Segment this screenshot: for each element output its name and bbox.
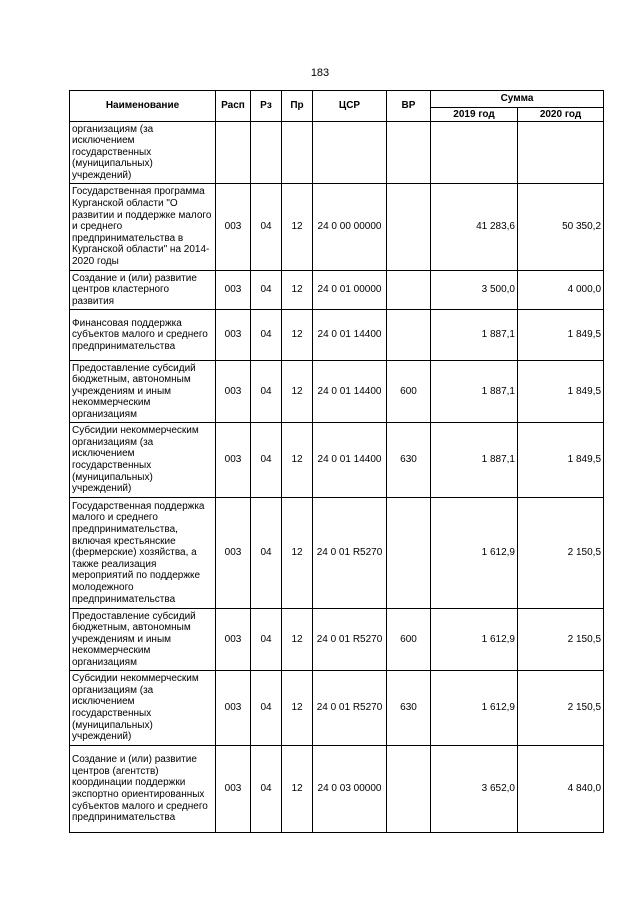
- row-rasp: 003: [216, 271, 251, 310]
- table-row: [70, 361, 604, 423]
- table-row: [70, 271, 604, 310]
- row-rz: 04: [251, 271, 282, 310]
- row-vr: [387, 498, 431, 609]
- row-rasp: 003: [216, 184, 251, 271]
- row-pr: 12: [282, 746, 313, 833]
- header-vr: ВР: [387, 91, 431, 122]
- row-sum-2019: 41 283,6: [431, 184, 518, 271]
- row-csr: 24 0 01 R5270: [313, 609, 387, 671]
- row-sum-2020: 2 150,5: [518, 498, 604, 609]
- row-name: Предоставление субсидий бюджетным, автономным учреждениям и иным некоммерческим организациям: [70, 361, 216, 423]
- table-row: [70, 671, 604, 746]
- row-rasp: 003: [216, 423, 251, 498]
- header-name: Наименование: [70, 91, 216, 122]
- row-rz: 04: [251, 184, 282, 271]
- row-sum-2020: 2 150,5: [518, 671, 604, 746]
- header-year-2019: 2019 год: [431, 108, 518, 122]
- row-sum-2019: [431, 122, 518, 184]
- row-rz: 04: [251, 498, 282, 609]
- budget-table: [69, 90, 604, 833]
- row-csr: 24 0 03 00000: [313, 746, 387, 833]
- row-sum-2020: 4 000,0: [518, 271, 604, 310]
- row-name: Субсидии некоммерческим организациям (за исключением государственных (муниципальных) учреждений): [70, 671, 216, 746]
- row-sum-2019: 1 887,1: [431, 423, 518, 498]
- table-row: [70, 609, 604, 671]
- row-name: Государственная поддержка малого и среднего предпринимательства, включая крестьянские (фермерские) хозяйства, а также реализация мероприятий по поддержке молодежного предпринимательства: [70, 498, 216, 609]
- row-csr: 24 0 01 14400: [313, 361, 387, 423]
- row-sum-2020: 50 350,2: [518, 184, 604, 271]
- row-pr: 12: [282, 498, 313, 609]
- row-pr: 12: [282, 361, 313, 423]
- row-rasp: 003: [216, 361, 251, 423]
- table-row: [70, 423, 604, 498]
- row-rasp: 003: [216, 746, 251, 833]
- row-rz: 04: [251, 671, 282, 746]
- row-rasp: 003: [216, 671, 251, 746]
- row-vr: 630: [387, 423, 431, 498]
- row-sum-2020: [518, 122, 604, 184]
- header-sum: Сумма: [431, 91, 604, 108]
- table-row: [70, 498, 604, 609]
- row-sum-2020: 1 849,5: [518, 361, 604, 423]
- row-csr: 24 0 01 14400: [313, 310, 387, 361]
- header-csr: ЦСР: [313, 91, 387, 122]
- row-vr: [387, 122, 431, 184]
- row-pr: 12: [282, 184, 313, 271]
- row-csr: 24 0 01 14400: [313, 423, 387, 498]
- row-sum-2020: 1 849,5: [518, 423, 604, 498]
- row-sum-2019: 1 887,1: [431, 361, 518, 423]
- row-pr: 12: [282, 271, 313, 310]
- table-row: [70, 310, 604, 361]
- row-name: Создание и (или) развитие центров (агентств) координации поддержки экспортно ориентированных субъектов малого и среднего предпринимательства: [70, 746, 216, 833]
- row-sum-2019: 3 652,0: [431, 746, 518, 833]
- header-rz: Рз: [251, 91, 282, 122]
- row-pr: [282, 122, 313, 184]
- row-rz: 04: [251, 609, 282, 671]
- row-vr: [387, 310, 431, 361]
- table-row: [70, 746, 604, 833]
- row-vr: 600: [387, 609, 431, 671]
- header-rasp: Расп: [216, 91, 251, 122]
- row-sum-2019: 1 612,9: [431, 609, 518, 671]
- row-csr: 24 0 00 00000: [313, 184, 387, 271]
- row-rz: 04: [251, 746, 282, 833]
- row-name: Субсидии некоммерческим организациям (за исключением государственных (муниципальных) учреждений): [70, 423, 216, 498]
- row-pr: 12: [282, 310, 313, 361]
- header-pr: Пр: [282, 91, 313, 122]
- row-name: Предоставление субсидий бюджетным, автономным учреждениям и иным некоммерческим организациям: [70, 609, 216, 671]
- row-vr: [387, 271, 431, 310]
- page-number: 183: [310, 67, 330, 79]
- row-vr: 600: [387, 361, 431, 423]
- row-rasp: 003: [216, 310, 251, 361]
- row-vr: [387, 746, 431, 833]
- table-row: [70, 122, 604, 184]
- row-rasp: [216, 122, 251, 184]
- row-pr: 12: [282, 423, 313, 498]
- row-csr: 24 0 01 00000: [313, 271, 387, 310]
- header-year-2020: 2020 год: [518, 108, 604, 122]
- row-csr: 24 0 01 R5270: [313, 498, 387, 609]
- row-pr: 12: [282, 671, 313, 746]
- row-rz: 04: [251, 310, 282, 361]
- row-csr: [313, 122, 387, 184]
- row-rz: 04: [251, 361, 282, 423]
- row-rasp: 003: [216, 498, 251, 609]
- row-vr: 630: [387, 671, 431, 746]
- row-rz: [251, 122, 282, 184]
- row-pr: 12: [282, 609, 313, 671]
- row-sum-2019: 1 612,9: [431, 498, 518, 609]
- row-sum-2019: 1 612,9: [431, 671, 518, 746]
- row-sum-2019: 3 500,0: [431, 271, 518, 310]
- row-vr: [387, 184, 431, 271]
- row-sum-2019: 1 887,1: [431, 310, 518, 361]
- row-name: Финансовая поддержка субъектов малого и среднего предпринимательства: [70, 310, 216, 361]
- table-row: [70, 184, 604, 271]
- row-name: Создание и (или) развитие центров кластерного развития: [70, 271, 216, 310]
- row-rasp: 003: [216, 609, 251, 671]
- row-rz: 04: [251, 423, 282, 498]
- row-sum-2020: 2 150,5: [518, 609, 604, 671]
- row-csr: 24 0 01 R5270: [313, 671, 387, 746]
- row-name: организациям (за исключением государственных (муниципальных) учреждений): [70, 122, 216, 184]
- row-sum-2020: 4 840,0: [518, 746, 604, 833]
- row-sum-2020: 1 849,5: [518, 310, 604, 361]
- row-name: Государственная программа Курганской области "О развитии и поддержке малого и среднего предпринимательства в Курганской области" на 2014-2020 годы: [70, 184, 216, 271]
